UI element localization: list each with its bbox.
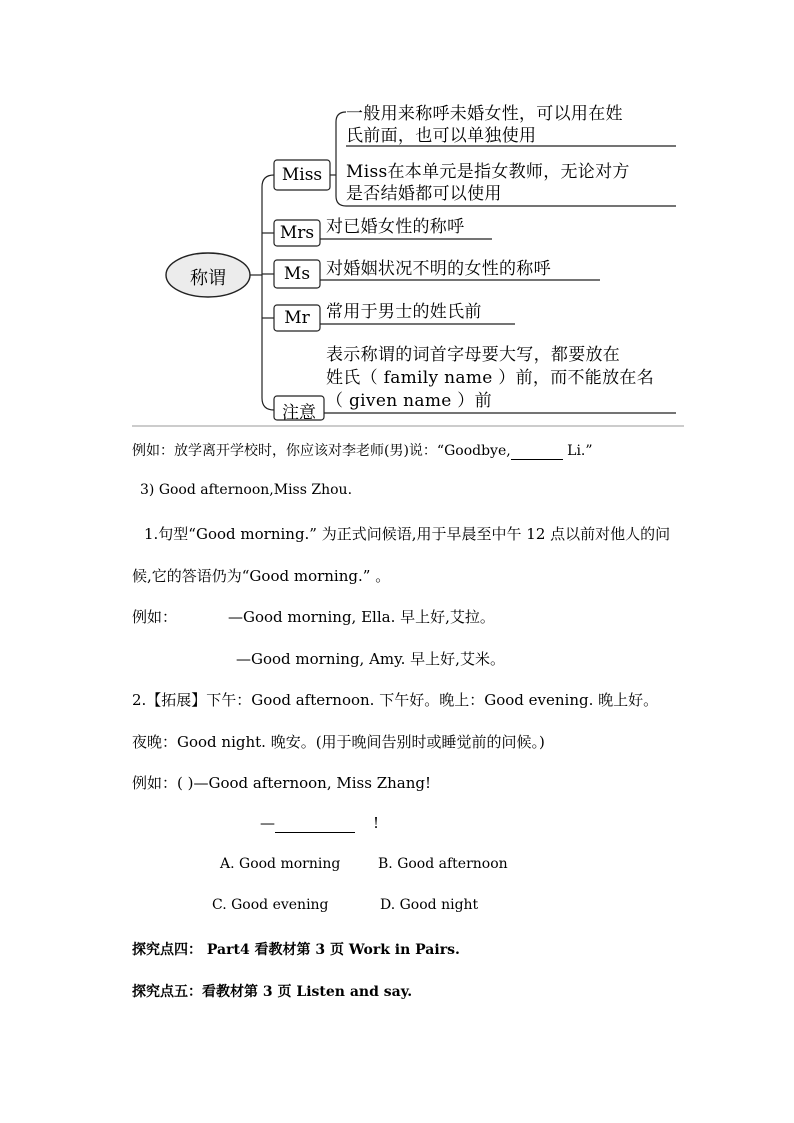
caution-note-line-2: 姓氏（ family name ）前，而不能放在名	[326, 368, 655, 388]
option-c[interactable]: C. Good evening	[212, 897, 329, 913]
branch-label-mr: Mr	[284, 308, 310, 328]
trunk-bracket	[262, 175, 274, 410]
option-b[interactable]: B. Good afternoon	[378, 856, 508, 872]
miss-note-2-line-2: 是否结婚都可以使用	[346, 184, 502, 204]
section1-line-1: 1.句型“Good morning.” 为正式问候语,用于早晨至中午 12 点以前对他人的问	[144, 525, 671, 543]
answer-blank-1[interactable]	[511, 443, 563, 460]
explore-point-5: 探究点五：看教材第 3 页 Listen and say.	[132, 984, 413, 1000]
miss-note-1-line-2: 氏前面，也可以单独使用	[346, 126, 537, 146]
caution-note-line-3: （ given name ）前	[326, 391, 492, 411]
caution-note-line-1: 表示称谓的词首字母要大写，都要放在	[326, 345, 621, 365]
option-d[interactable]: D. Good night	[380, 897, 479, 913]
item-3: 3) Good afternoon,Miss Zhou.	[140, 482, 353, 498]
branch-label-mrs: Mrs	[279, 223, 315, 243]
example-goodbye	[132, 440, 593, 460]
miss-note-1-line-1: 一般用来称呼未婚女性，可以用在姓	[346, 104, 623, 124]
section2-line-1: 2.【拓展】下午：Good afternoon. 下午好。晚上：Good evening. 晚上好。	[132, 691, 659, 709]
branch-label-note: 注意	[282, 403, 316, 423]
section1-example-2: —Good morning, Amy. 早上好,艾米。	[236, 650, 505, 668]
option-a[interactable]: A. Good morning	[220, 856, 341, 872]
answer-dash: —	[260, 814, 275, 832]
mrs-note: 对已婚女性的称呼	[326, 217, 465, 237]
center-label: 称谓	[190, 268, 226, 289]
miss-note-2-line-1: Miss在本单元是指女教师，无论对方	[346, 162, 630, 182]
example-goodbye-suffix: Li.”	[562, 443, 593, 459]
answer-line	[260, 814, 379, 833]
mr-note: 常用于男士的姓氏前	[326, 302, 482, 322]
section1-line-2: 候,它的答语仍为“Good morning.” 。	[132, 567, 391, 585]
example-goodbye-prefix: 例如：放学离开学校时，你应该对李老师(男)说：“Goodbye,	[132, 443, 511, 459]
explore-point-4: 探究点四： Part4 看教材第 3 页 Work in Pairs.	[132, 942, 460, 958]
branch-label-miss: Miss	[281, 165, 323, 185]
section1-example-1: —Good morning, Ella. 早上好,艾拉。	[228, 608, 495, 626]
answer-blank-2[interactable]	[275, 814, 355, 833]
section2-line-2: 夜晚：Good night. 晚安。(用于晚间告别时或睡觉前的问候。)	[132, 733, 545, 751]
ms-note: 对婚姻状况不明的女性的称呼	[326, 259, 551, 279]
answer-exclaim: !	[373, 814, 380, 832]
section1-example-label: 例如：	[132, 608, 178, 626]
branch-label-ms: Ms	[283, 264, 311, 284]
section2-example: 例如：( )—Good afternoon, Miss Zhang!	[132, 774, 432, 792]
